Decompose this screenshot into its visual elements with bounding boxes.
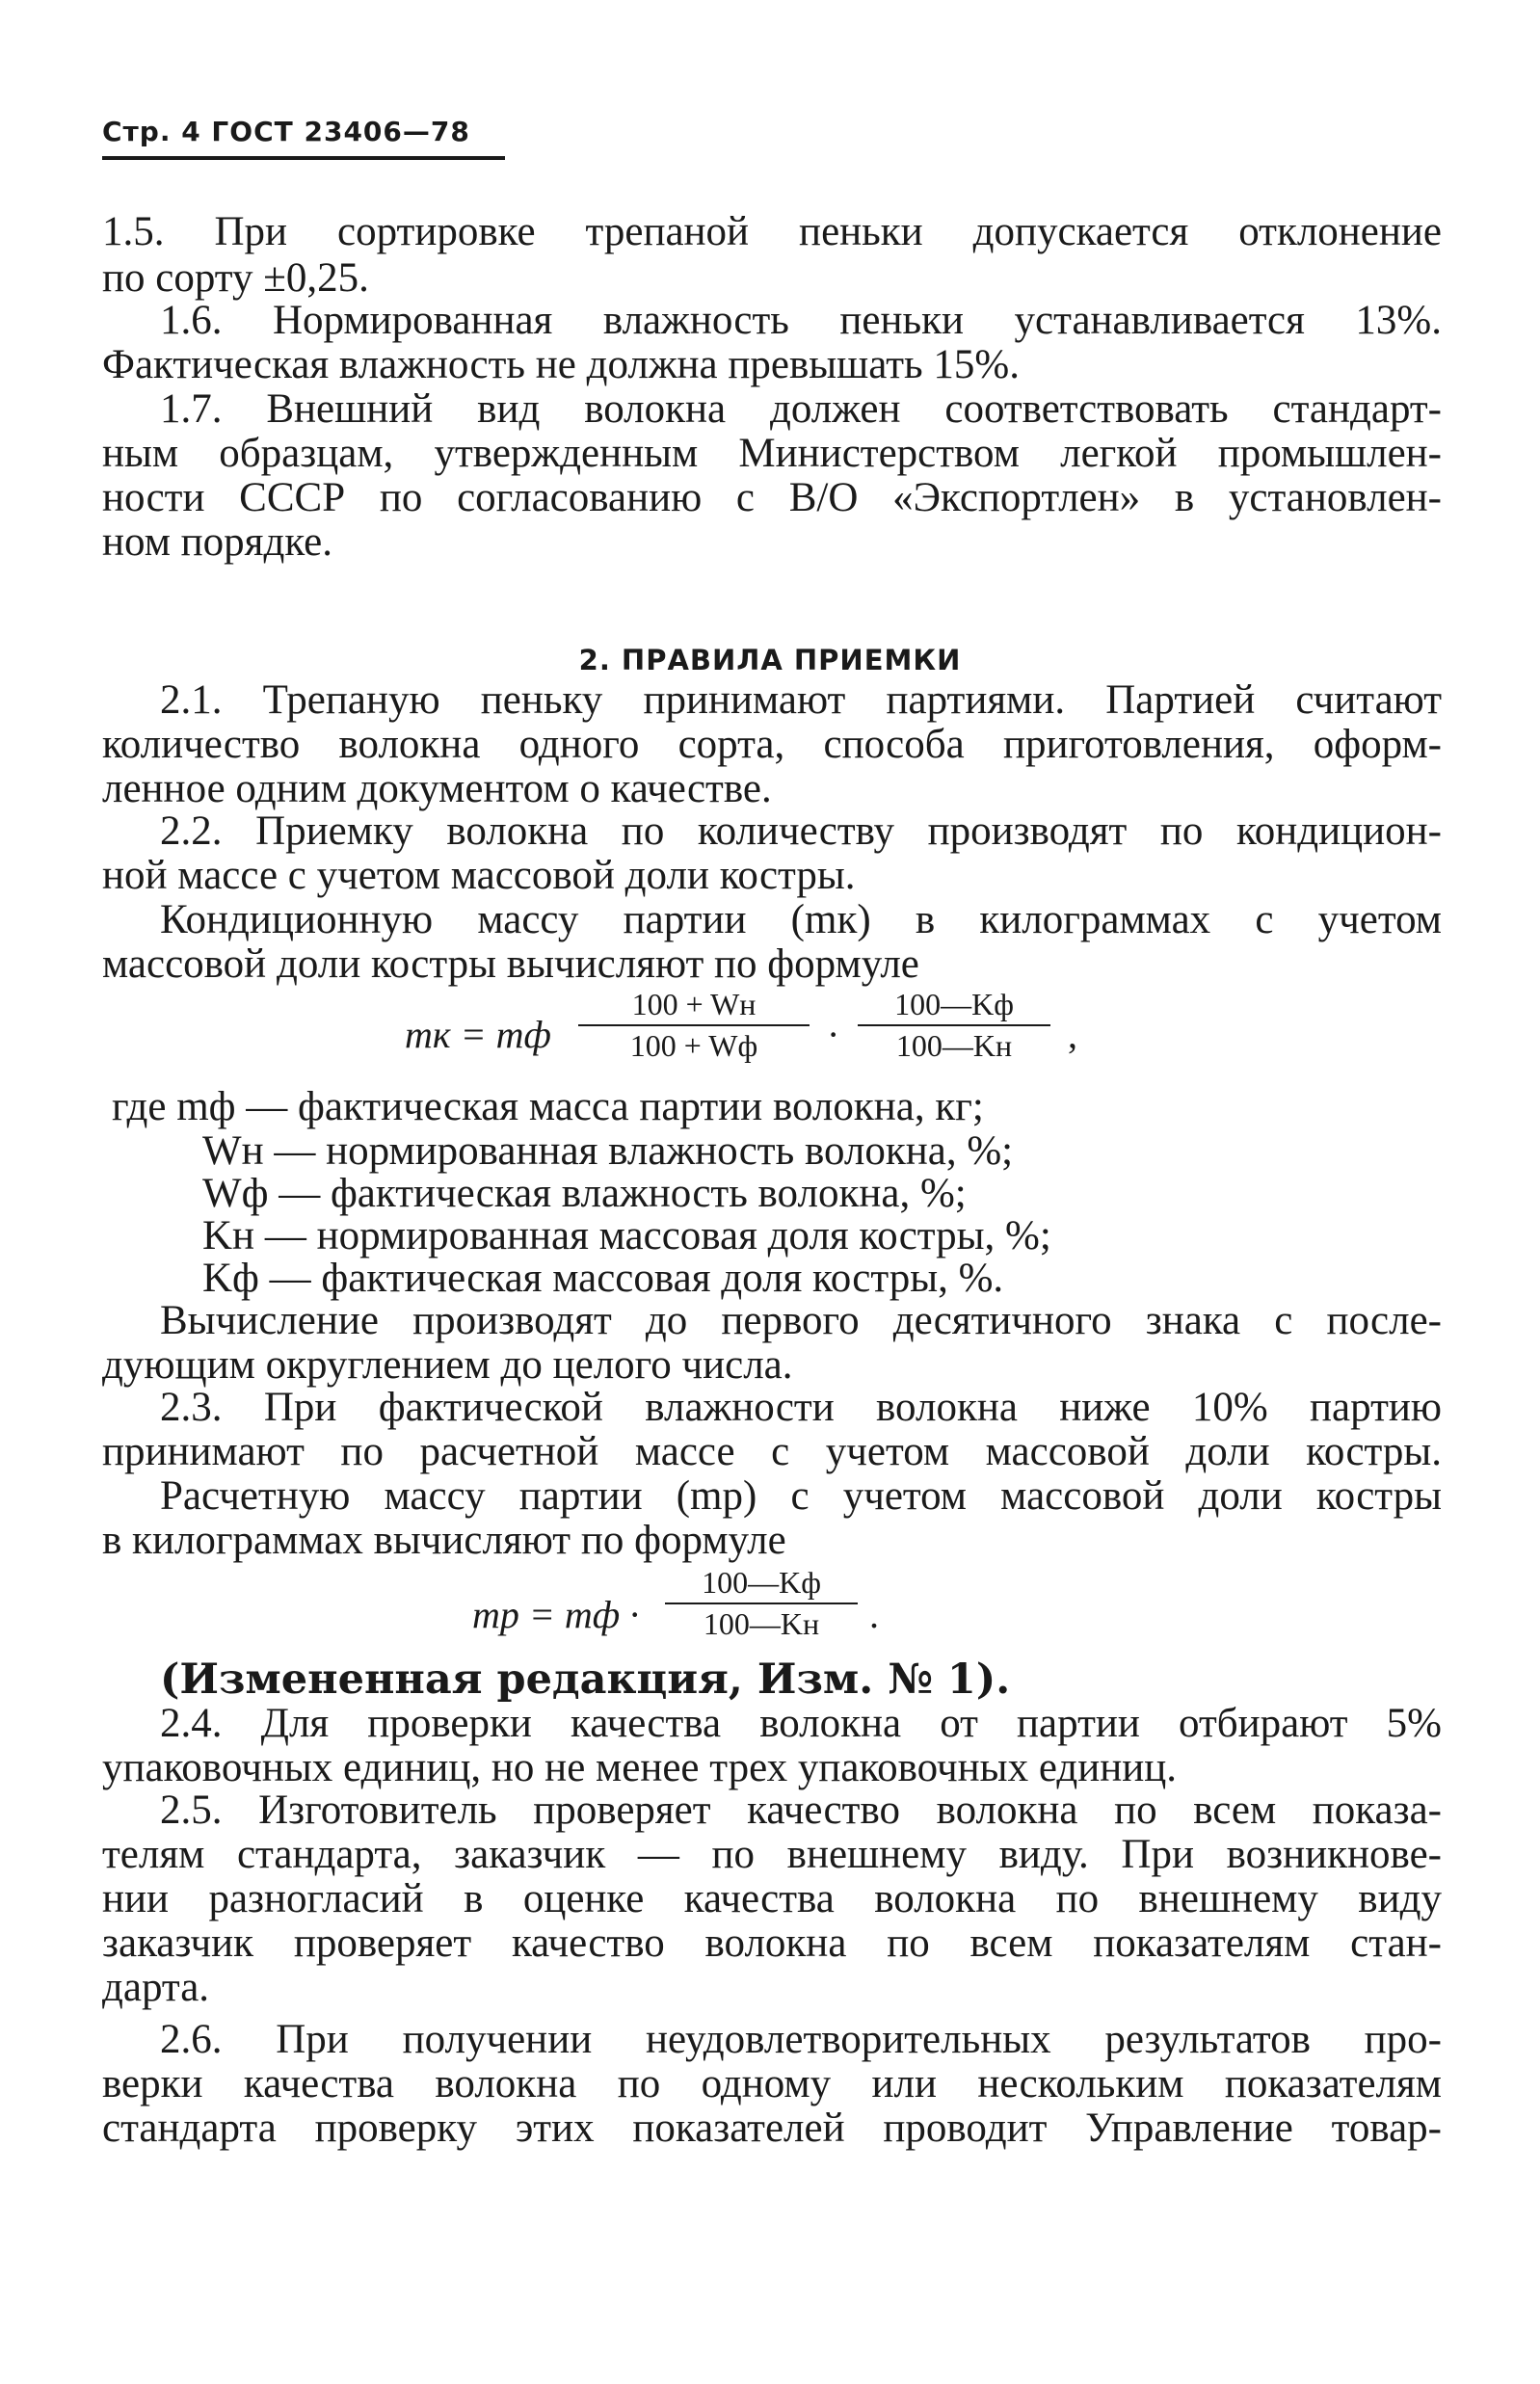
p22b-line1: Кондиционную массу партии (mк) в килограммах с учетом — [160, 897, 1442, 942]
formula1-comma: , — [1068, 1013, 1077, 1056]
def-wf: Wф — фактическая влажность волокна, %; — [202, 1171, 967, 1216]
p23b-line2: в килограммах вычисляют по формуле — [102, 1518, 786, 1563]
formula2-den: 100—Kн — [703, 1606, 820, 1641]
p21-line1: 2.1. Трепаную пеньку принимают партиями. Партией считают — [160, 677, 1442, 723]
p24-line2: упаковочных единиц, но не менее трех упаковочных единиц. — [102, 1745, 1178, 1790]
p25-line5: дарта. — [102, 1965, 210, 2010]
amendment-note: (Измененная редакция, Изм. № 1). — [160, 1656, 1011, 1704]
formula2-dot: . — [869, 1593, 879, 1636]
p17-line3: ности СССР по согласованию с В/О «Экспортлен» в установлен- — [102, 475, 1442, 520]
section-heading: 2. ПРАВИЛА ПРИЕМКИ — [578, 644, 962, 676]
page-header: Стр. 4 ГОСТ 23406—78 — [102, 116, 470, 147]
p17-line1: 1.7. Внешний вид волокна должен соответствовать стандарт- — [160, 386, 1442, 432]
p26-line1: 2.6. При получении неудовлетворительных результатов про- — [160, 2017, 1442, 2062]
p25-line3: нии разногласий в оценке качества волокна по внешнему виду — [102, 1876, 1442, 1921]
p16-line1: 1.6. Нормированная влажность пеньки устанавливается 13%. — [160, 298, 1442, 343]
formula1-frac1-den: 100 + Wф — [629, 1028, 758, 1063]
p23b-line1: Расчетную массу партии (mр) с учетом массовой доли костры — [160, 1473, 1442, 1519]
formula1-lhs — [405, 1012, 551, 1057]
formula2-lhs-text: mр = mф · — [472, 1593, 640, 1636]
p21-line2: количество волокна одного сорта, способа приготовления, оформ- — [102, 722, 1442, 767]
p17-line4: ном порядке. — [102, 519, 332, 565]
formula2-fraction — [665, 1565, 858, 1642]
p22-line2: ной массе с учетом массовой доли костры. — [102, 853, 856, 898]
formula2-lhs — [472, 1592, 639, 1637]
p22-line1: 2.2. Приемку волокна по количеству производят по кондицион- — [160, 808, 1442, 854]
formula1-dot: · — [827, 1013, 840, 1056]
p16-line2: Фактическая влажность не должна превышать 15%. — [102, 342, 1020, 387]
p24-line1: 2.4. Для проверки качества волокна от партии отбирают 5% — [160, 1701, 1442, 1746]
def-kf: Kф — фактическая массовая доля костры, %. — [202, 1256, 1004, 1301]
formula1-frac2-bar — [858, 1024, 1050, 1026]
formula1-lhs-text: mк = mф — [405, 1013, 551, 1056]
p23-line2: принимают по расчетной массе с учетом массовой доли костры. — [102, 1429, 1442, 1474]
formula1-frac2-den: 100—Kн — [895, 1028, 1013, 1063]
p25-line4: заказчик проверяет качество волокна по всем показателям стан- — [102, 1920, 1442, 1966]
calc-line1: Вычисление производят до первого десятичного знака с после- — [160, 1298, 1442, 1343]
formula1-frac1-bar — [578, 1024, 810, 1026]
calc-line2: дующим округлением до целого числа. — [102, 1342, 793, 1388]
p15-line1: 1.5. При сортировке трепаной пеньки допускается отклонение — [102, 209, 1442, 254]
formula1-fraction1 — [578, 987, 810, 1064]
p25-line2: телям стандарта, заказчик — по внешнему виду. При возникнове- — [102, 1832, 1442, 1877]
formula1-frac1-num: 100 + Wн — [631, 987, 757, 1021]
p25-line1: 2.5. Изготовитель проверяет качество волокна по всем показа- — [160, 1788, 1442, 1833]
def-wn: Wн — нормированная влажность волокна, %; — [202, 1128, 1014, 1174]
formula1-frac2-num: 100—Kф — [894, 987, 1014, 1021]
p15-line2: по сорту ±0,25. — [102, 255, 369, 301]
p21-line3: ленное одним документом о качестве. — [102, 766, 772, 811]
p26-line2: верки качества волокна по одному или нескольким показателям — [102, 2061, 1442, 2106]
formula2-bar — [665, 1603, 858, 1604]
header-rule — [102, 156, 505, 160]
formula2-num: 100—Kф — [702, 1565, 821, 1600]
p17-line2: ным образцам, утвержденным Министерством легкой промышлен- — [102, 431, 1442, 476]
p23-line1: 2.3. При фактической влажности волокна ниже 10% партию — [160, 1385, 1442, 1430]
def-mf: где mф — фактическая масса партии волокна, кг; — [112, 1084, 984, 1129]
def-kn: Kн — нормированная массовая доля костры, %; — [202, 1213, 1051, 1258]
p26-line3: стандарта проверку этих показателей проводит Управление товар- — [102, 2106, 1442, 2151]
formula1-fraction2 — [858, 987, 1050, 1064]
p22b-line2: массовой доли костры вычисляют по формуле — [102, 941, 919, 987]
